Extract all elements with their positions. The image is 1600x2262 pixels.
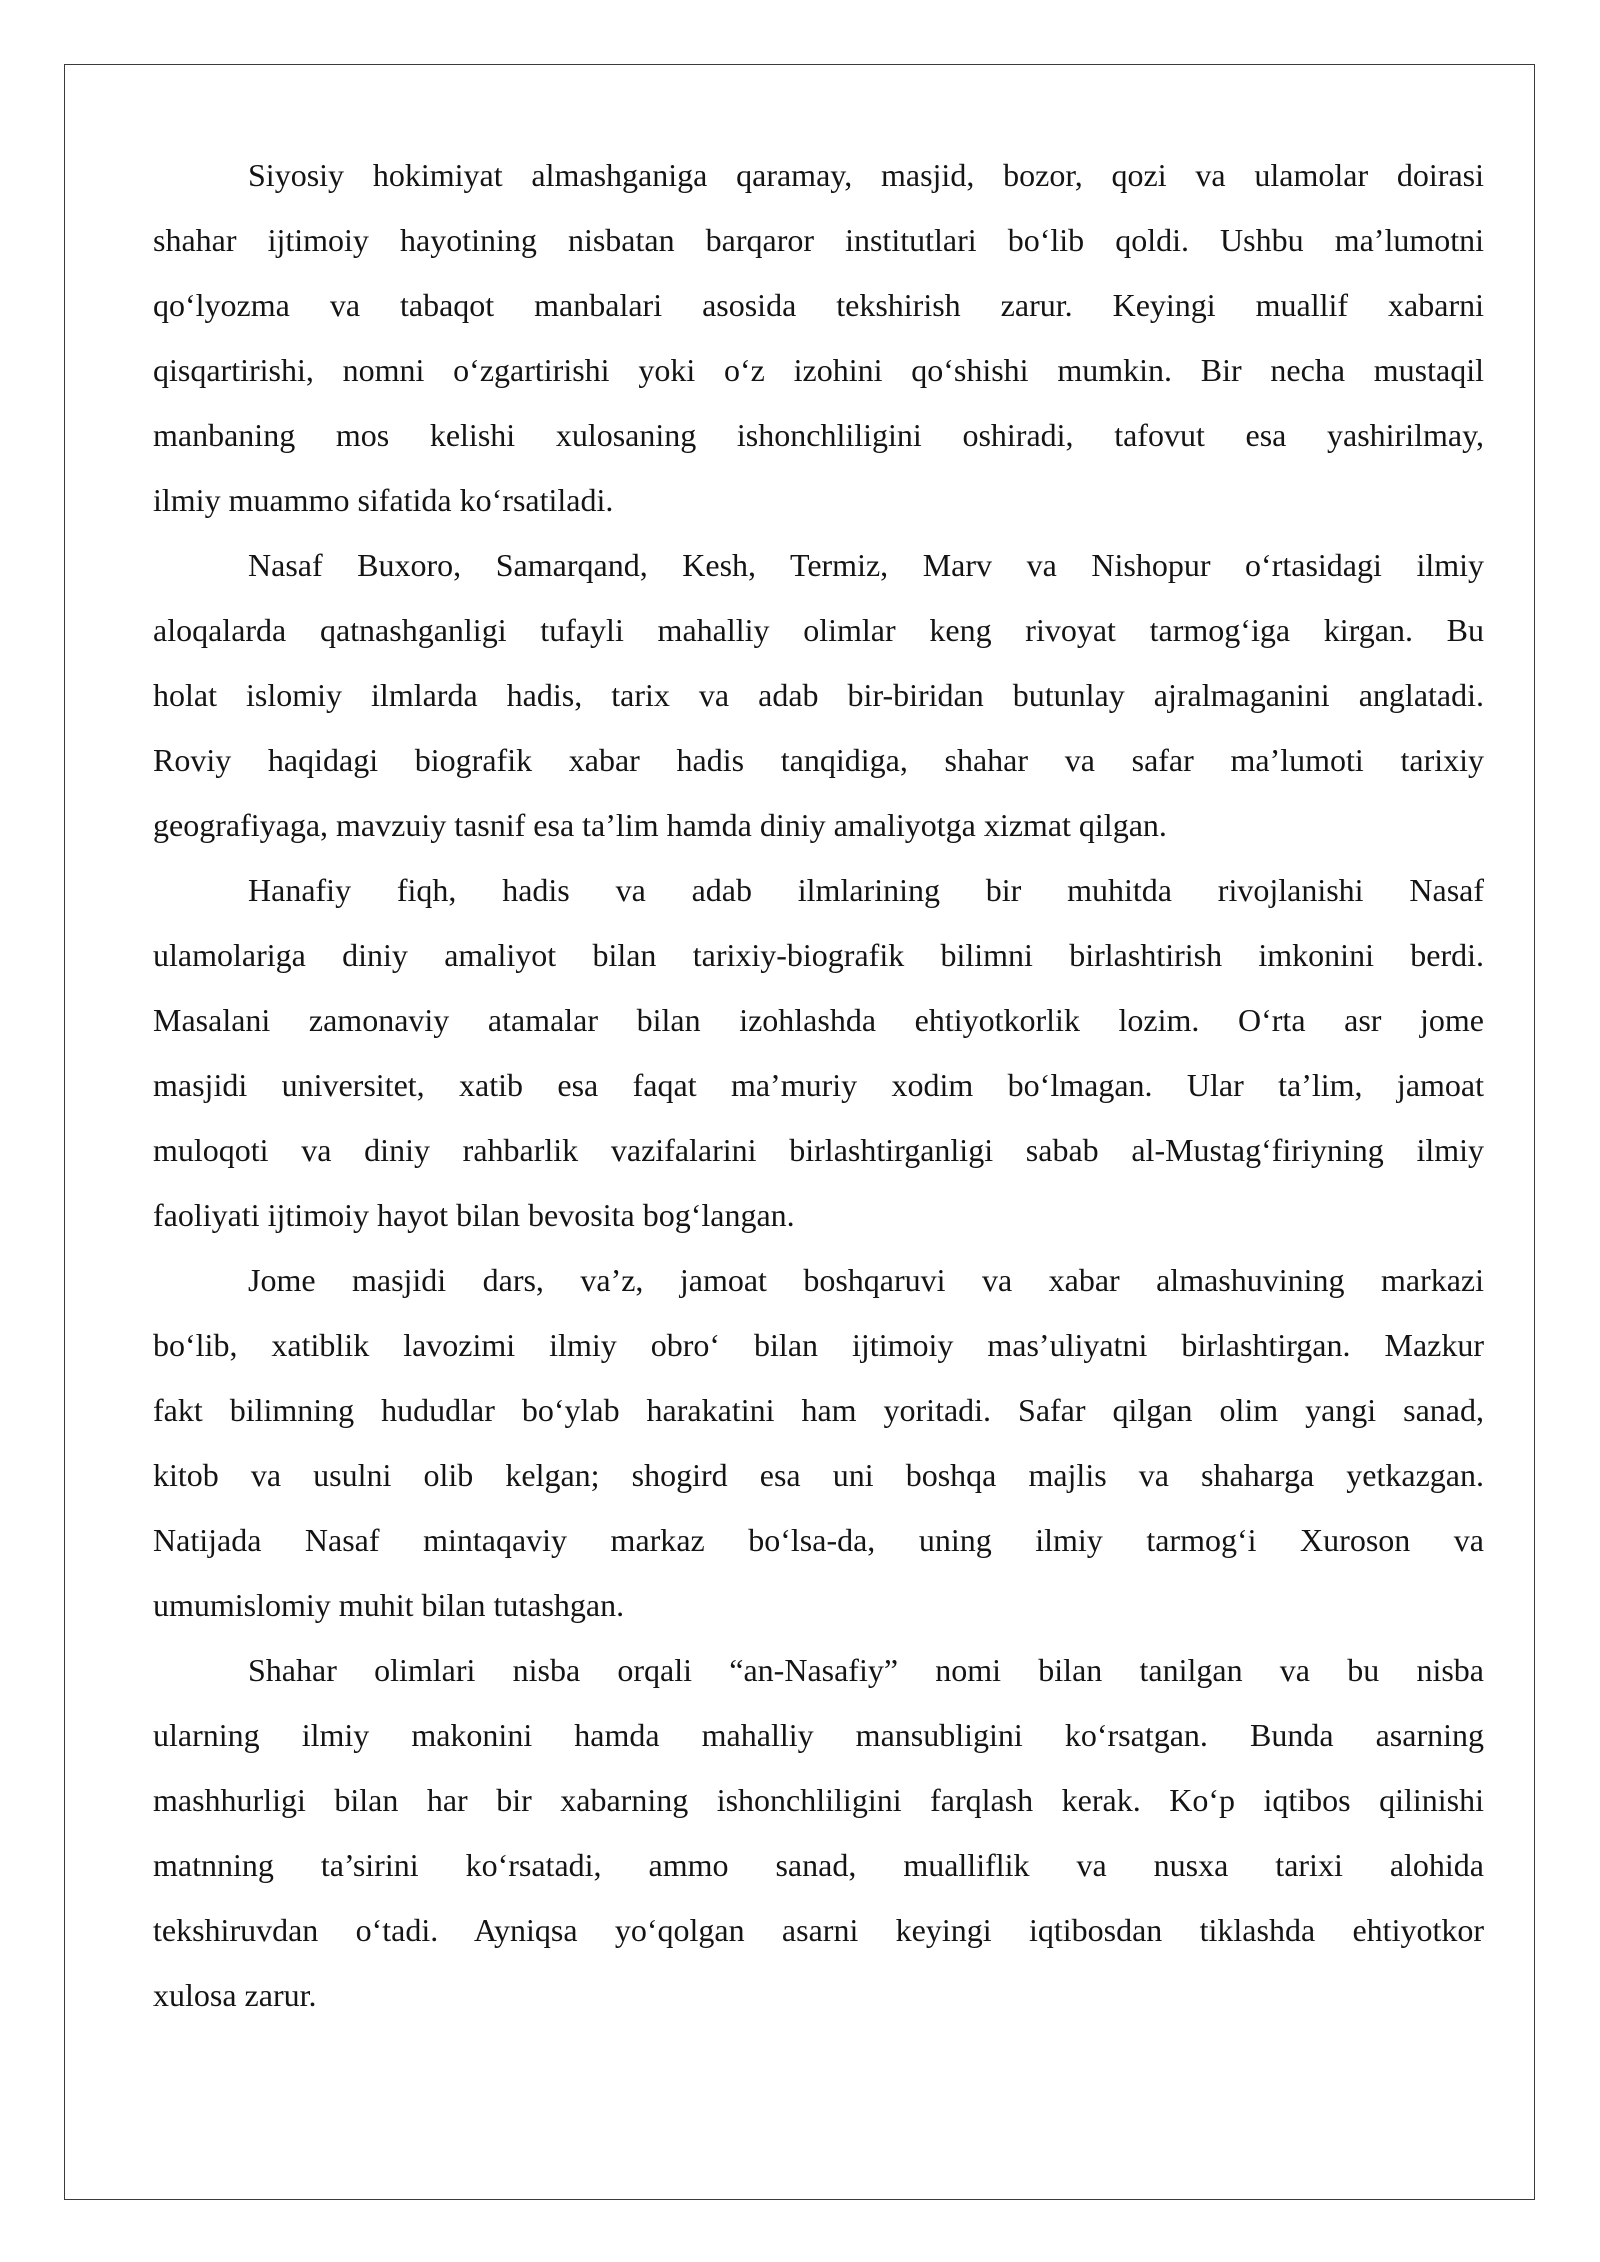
text-line: ilmiy muammo sifatida ko‘rsatiladi. — [153, 482, 614, 518]
text-line: qo‘lyozma va tabaqot manbalari asosida tekshirish zarur. Keyingi muallif xabarni — [153, 287, 1484, 323]
text-line: fakt bilimning hududlar bo‘ylab harakatini ham yoritadi. Safar qilgan olim yangi sanad, — [153, 1392, 1484, 1428]
text-line: ulamolariga diniy amaliyot bilan tarixiy-biografik bilimni birlashtirish imkonini berdi. — [153, 937, 1484, 973]
text-line: Natijada Nasaf mintaqaviy markaz bo‘lsa-da, uning ilmiy tarmog‘i Xuroson va — [153, 1522, 1484, 1558]
text-line: aloqalarda qatnashganligi tufayli mahalliy olimlar keng rivoyat tarmog‘iga kirgan. Bu — [153, 612, 1484, 648]
text-line: muloqoti va diniy rahbarlik vazifalarini birlashtirganligi sabab al-Mustag‘firiyning ilmiy — [153, 1132, 1484, 1168]
text-line: faoliyati ijtimoiy hayot bilan bevosita bog‘langan. — [153, 1197, 795, 1233]
text-line: Jome masjidi dars, va’z, jamoat boshqaruvi va xabar almashuvining markazi — [248, 1262, 1484, 1298]
text-line: Nasaf Buxoro, Samarqand, Kesh, Termiz, Marv va Nishopur o‘rtasidagi ilmiy — [248, 547, 1484, 583]
text-line: holat islomiy ilmlarda hadis, tarix va adab bir-biridan butunlay ajralmaganini anglatadi. — [153, 677, 1484, 713]
paragraph — [153, 143, 1484, 533]
text-line: Masalani zamonaviy atamalar bilan izohlashda ehtiyotkorlik lozim. O‘rta asr jome — [153, 1002, 1484, 1038]
text-line: geografiyaga, mavzuiy tasnif esa ta’lim hamda diniy amaliyotga xizmat qilgan. — [153, 807, 1167, 843]
paragraph — [153, 1248, 1484, 1638]
text-line: mashhurligi bilan har bir xabarning ishonchliligini farqlash kerak. Ko‘p iqtibos qilinishi — [153, 1782, 1484, 1818]
paragraph — [153, 858, 1484, 1248]
text-line: qisqartirishi, nomni o‘zgartirishi yoki o‘z izohini qo‘shishi mumkin. Bir necha mustaqil — [153, 352, 1484, 388]
text-line: tekshiruvdan o‘tadi. Ayniqsa yo‘qolgan asarni keyingi iqtibosdan tiklashda ehtiyotkor — [153, 1912, 1484, 1948]
paragraph — [153, 533, 1484, 858]
text-line: kitob va usulni olib kelgan; shogird esa uni boshqa majlis va shaharga yetkazgan. — [153, 1457, 1484, 1493]
text-line: bo‘lib, xatiblik lavozimi ilmiy obro‘ bilan ijtimoiy mas’uliyatni birlashtirgan. Mazkur — [153, 1327, 1484, 1363]
text-line: ularning ilmiy makonini hamda mahalliy mansubligini ko‘rsatgan. Bunda asarning — [153, 1717, 1484, 1753]
text-line: Siyosiy hokimiyat almashganiga qaramay, masjid, bozor, qozi va ulamolar doirasi — [248, 157, 1484, 193]
text-line: manbaning mos kelishi xulosaning ishonchliligini oshiradi, tafovut esa yashirilmay, — [153, 417, 1484, 453]
text-line: shahar ijtimoiy hayotining nisbatan barqaror institutlari bo‘lib qoldi. Ushbu ma’lumotni — [153, 222, 1484, 258]
text-line: matnning ta’sirini ko‘rsatadi, ammo sanad, mualliflik va nusxa tarixi alohida — [153, 1847, 1484, 1883]
text-line: masjidi universitet, xatib esa faqat ma’muriy xodim bo‘lmagan. Ular ta’lim, jamoat — [153, 1067, 1484, 1103]
document-body — [153, 143, 1484, 2028]
paragraph — [153, 1638, 1484, 2028]
text-line: xulosa zarur. — [153, 1977, 317, 2013]
text-line: umumislomiy muhit bilan tutashgan. — [153, 1587, 625, 1623]
text-line: Shahar olimlari nisba orqali “an-Nasafiy” nomi bilan tanilgan va bu nisba — [248, 1652, 1484, 1688]
text-line: Hanafiy fiqh, hadis va adab ilmlarining bir muhitda rivojlanishi Nasaf — [248, 872, 1484, 908]
text-line: Roviy haqidagi biografik xabar hadis tanqidiga, shahar va safar ma’lumoti tarixiy — [153, 742, 1484, 778]
